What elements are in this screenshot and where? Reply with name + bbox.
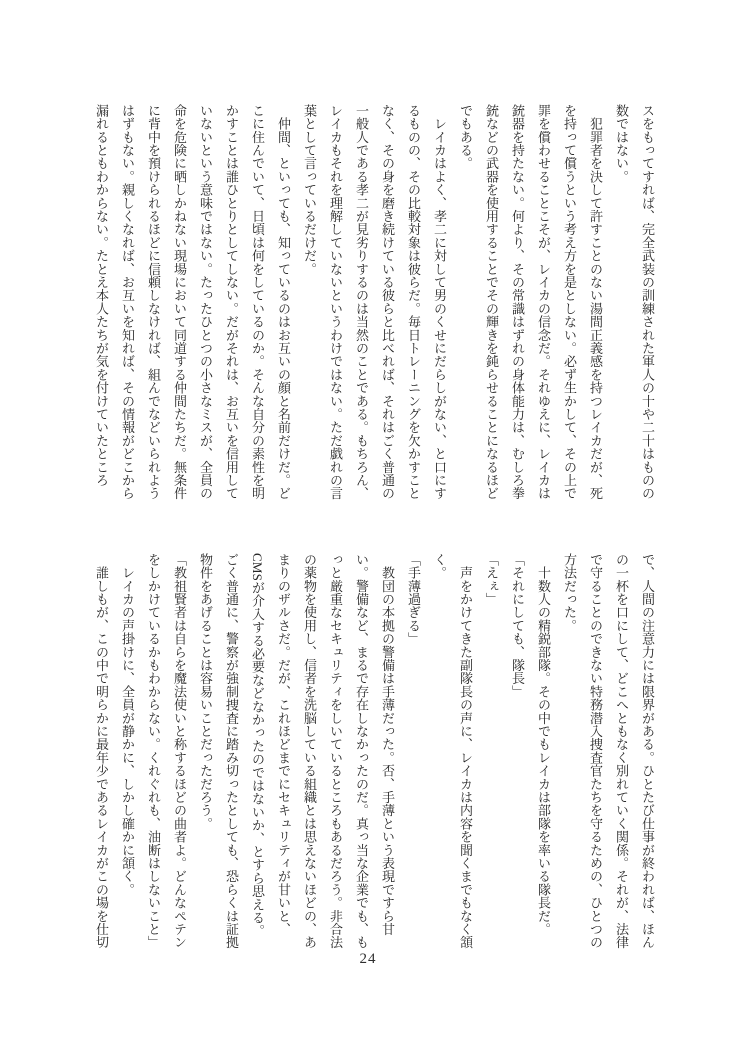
page-number: 24: [359, 951, 377, 967]
paragraph-bottom-1: で、人間の注意力には限界がある。ひとたび仕事が終われば、ほんの一杯を口にして、どこへともなく別れていく関係。それが、法律で守ることのできない特務潜入捜査官たちを守るための、ひとつの方法だった。: [562, 553, 655, 949]
paragraph-bottom-7: 教団の本拠の警備は手薄だった。否、手薄という表現ですら甘い。警備など、まるで存在しなかったのだ。真っ当な企業でも、もっと厳重なセキュリティをしいているところもあるだろう。非合法の薬物を使用し、信者を洗脳している組織とは思えないほどの、あまりのザルさだ。だが、これほどまでにセキュリティが甘いと、CMSが介入する必要などなかったのではないか、とすら思える。ごく普通に、警察が強制捜査に踏み切ったとしても、恐らくは証拠物件をあげることは容易いことだっただろう。: [198, 553, 395, 949]
paragraph-top-4: 仲間、といっても、知っているのはお互いの顔と名前だけだ。どこに住んでいて、日頃は何をしているのか。そんな自分の素性を明かすことは誰ひとりとしてしない。だがそれは、お互いを信用していないという意味ではない。たったひとつの小さなミスが、全員の命を危険に晒しかねない現場において同道する仲間たちだ。無条件に背中を預けられるほどに信頼しなければ、組んでなどいられようはずもない。親しくなれば、お互いを知れば、その情報がどこから漏れるともわからない。たとえ本人たちが気を付けていたところ: [94, 104, 291, 500]
paragraph-top-2: 犯罪者を決して許すことのない湯間正義感を持つレイカだが、死を持って償うという考え方を是としない。必ず生かして、その上で罪を償わせることこそが、レイカの信念だ。それゆえに、レイカは銃器を持たない。何より、その常識はずれの身体能力は、むしろ拳銃などの武器を使用することでその輝きを鈍らせることになるほどでもある。: [458, 104, 603, 500]
paragraph-bottom-10: 誰しもが、この中で明らかに最年少であるレイカがこの場を仕切: [94, 553, 109, 949]
paragraph-top-1: スをもってすれば、完全武装の訓練された軍人の十や二十はものの数ではない。: [614, 104, 655, 500]
paragraph-bottom-6: 「手薄過ぎる」: [406, 553, 421, 646]
paragraph-bottom-2: 十数人の精鋭部隊。その中でもレイカは部隊を率いる隊長だ。: [536, 553, 551, 936]
paragraph-bottom-8: 「教祖賢者は自らを魔法使いと称するほどの曲者よ。どんなペテンをしかけているかもわからない。くれぐれも、油断はしないこと」: [146, 553, 187, 949]
text-block-top: [88, 104, 660, 500]
paragraph-top-3: レイカはよく、孝二に対して男のくせにだらしがない、と口にするものの、その比較対象は彼らだ。毎日トレーニングを欠かすことなく、その身を磨き続けている彼らと比べれば、それはごく普通の一般人である孝二が見劣りするのは当然のことである。もちろん、レイカもそれを理解していないというわけではない。ただ戯れの言葉として言っているだけだ。: [302, 104, 447, 500]
paragraph-bottom-5: 声をかけてきた副隊長の声に、レイカは内容を聞くまでもなく頷く。: [432, 553, 473, 949]
text-block-bottom: [88, 553, 660, 949]
paragraph-bottom-3: 「それにしても、隊長」: [510, 553, 525, 699]
paragraph-bottom-9: レイカの声掛けに、全員が静かに、しかし確かに頷く。: [120, 553, 135, 897]
paragraph-bottom-4: 「えぇ」: [484, 553, 499, 606]
